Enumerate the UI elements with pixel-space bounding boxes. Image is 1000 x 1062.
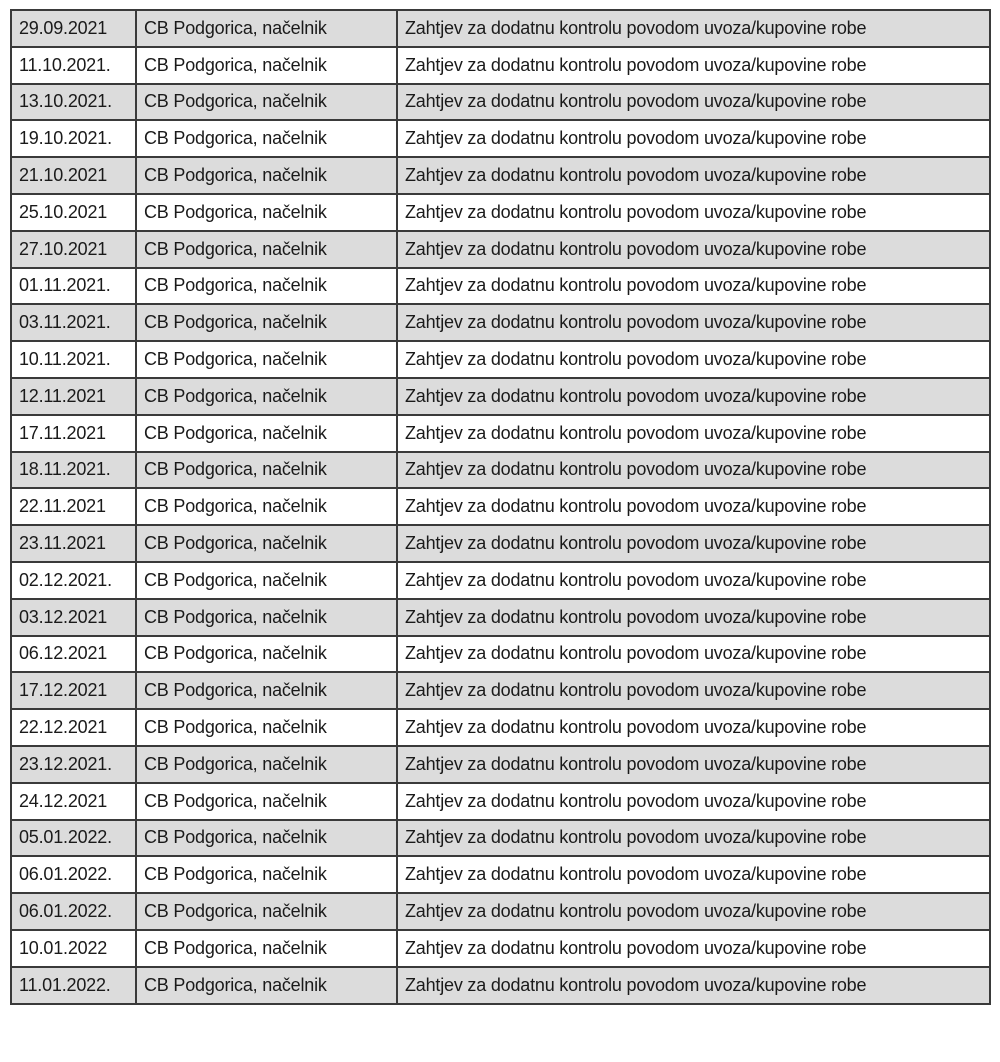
table-row (11, 856, 990, 893)
subject-cell: Zahtjev za dodatnu kontrolu povodom uvoza/kupovine robe (397, 157, 990, 194)
sender-cell: CB Podgorica, načelnik (136, 820, 397, 857)
date-cell: 10.11.2021. (11, 341, 136, 378)
sender-cell: CB Podgorica, načelnik (136, 452, 397, 489)
subject-cell: Zahtjev za dodatnu kontrolu povodom uvoza/kupovine robe (397, 194, 990, 231)
date-cell: 10.01.2022 (11, 930, 136, 967)
subject-cell: Zahtjev za dodatnu kontrolu povodom uvoza/kupovine robe (397, 525, 990, 562)
subject-cell: Zahtjev za dodatnu kontrolu povodom uvoza/kupovine robe (397, 709, 990, 746)
table-row (11, 525, 990, 562)
subject-cell: Zahtjev za dodatnu kontrolu povodom uvoza/kupovine robe (397, 672, 990, 709)
sender-cell: CB Podgorica, načelnik (136, 856, 397, 893)
sender-cell: CB Podgorica, načelnik (136, 415, 397, 452)
subject-cell: Zahtjev za dodatnu kontrolu povodom uvoza/kupovine robe (397, 746, 990, 783)
date-cell: 23.12.2021. (11, 746, 136, 783)
date-cell: 21.10.2021 (11, 157, 136, 194)
sender-cell: CB Podgorica, načelnik (136, 636, 397, 673)
subject-cell: Zahtjev za dodatnu kontrolu povodom uvoza/kupovine robe (397, 856, 990, 893)
date-cell: 11.01.2022. (11, 967, 136, 1004)
date-cell: 06.01.2022. (11, 856, 136, 893)
table-row (11, 930, 990, 967)
date-cell: 02.12.2021. (11, 562, 136, 599)
table-row (11, 452, 990, 489)
sender-cell: CB Podgorica, načelnik (136, 268, 397, 305)
subject-cell: Zahtjev za dodatnu kontrolu povodom uvoza/kupovine robe (397, 488, 990, 525)
sender-cell: CB Podgorica, načelnik (136, 672, 397, 709)
date-cell: 06.12.2021 (11, 636, 136, 673)
subject-cell: Zahtjev za dodatnu kontrolu povodom uvoza/kupovine robe (397, 304, 990, 341)
subject-cell: Zahtjev za dodatnu kontrolu povodom uvoza/kupovine robe (397, 783, 990, 820)
table-row (11, 415, 990, 452)
subject-cell: Zahtjev za dodatnu kontrolu povodom uvoza/kupovine robe (397, 231, 990, 268)
table-row (11, 672, 990, 709)
sender-cell: CB Podgorica, načelnik (136, 10, 397, 47)
date-cell: 05.01.2022. (11, 820, 136, 857)
sender-cell: CB Podgorica, načelnik (136, 562, 397, 599)
sender-cell: CB Podgorica, načelnik (136, 893, 397, 930)
date-cell: 12.11.2021 (11, 378, 136, 415)
date-cell: 23.11.2021 (11, 525, 136, 562)
correspondence-table (10, 9, 991, 1005)
sender-cell: CB Podgorica, načelnik (136, 709, 397, 746)
date-cell: 22.11.2021 (11, 488, 136, 525)
sender-cell: CB Podgorica, načelnik (136, 783, 397, 820)
table-row (11, 341, 990, 378)
date-cell: 03.11.2021. (11, 304, 136, 341)
subject-cell: Zahtjev za dodatnu kontrolu povodom uvoza/kupovine robe (397, 967, 990, 1004)
sender-cell: CB Podgorica, načelnik (136, 967, 397, 1004)
date-cell: 03.12.2021 (11, 599, 136, 636)
table-row (11, 893, 990, 930)
table-row (11, 231, 990, 268)
subject-cell: Zahtjev za dodatnu kontrolu povodom uvoza/kupovine robe (397, 415, 990, 452)
sender-cell: CB Podgorica, načelnik (136, 231, 397, 268)
sender-cell: CB Podgorica, načelnik (136, 157, 397, 194)
date-cell: 19.10.2021. (11, 120, 136, 157)
sender-cell: CB Podgorica, načelnik (136, 120, 397, 157)
date-cell: 29.09.2021 (11, 10, 136, 47)
date-cell: 27.10.2021 (11, 231, 136, 268)
date-cell: 17.11.2021 (11, 415, 136, 452)
subject-cell: Zahtjev za dodatnu kontrolu povodom uvoza/kupovine robe (397, 268, 990, 305)
subject-cell: Zahtjev za dodatnu kontrolu povodom uvoza/kupovine robe (397, 452, 990, 489)
sender-cell: CB Podgorica, načelnik (136, 746, 397, 783)
sender-cell: CB Podgorica, načelnik (136, 599, 397, 636)
subject-cell: Zahtjev za dodatnu kontrolu povodom uvoza/kupovine robe (397, 820, 990, 857)
date-cell: 06.01.2022. (11, 893, 136, 930)
table-row (11, 157, 990, 194)
table-row (11, 562, 990, 599)
date-cell: 13.10.2021. (11, 84, 136, 121)
sender-cell: CB Podgorica, načelnik (136, 930, 397, 967)
table-row (11, 268, 990, 305)
table-row (11, 120, 990, 157)
sender-cell: CB Podgorica, načelnik (136, 84, 397, 121)
sender-cell: CB Podgorica, načelnik (136, 194, 397, 231)
subject-cell: Zahtjev za dodatnu kontrolu povodom uvoza/kupovine robe (397, 10, 990, 47)
table-row (11, 84, 990, 121)
date-cell: 22.12.2021 (11, 709, 136, 746)
date-cell: 25.10.2021 (11, 194, 136, 231)
table-row (11, 967, 990, 1004)
table-row (11, 304, 990, 341)
subject-cell: Zahtjev za dodatnu kontrolu povodom uvoza/kupovine robe (397, 120, 990, 157)
table-row (11, 488, 990, 525)
table-row (11, 378, 990, 415)
subject-cell: Zahtjev za dodatnu kontrolu povodom uvoza/kupovine robe (397, 893, 990, 930)
table-row (11, 709, 990, 746)
date-cell: 18.11.2021. (11, 452, 136, 489)
subject-cell: Zahtjev za dodatnu kontrolu povodom uvoza/kupovine robe (397, 930, 990, 967)
sender-cell: CB Podgorica, načelnik (136, 47, 397, 84)
table-row (11, 599, 990, 636)
sender-cell: CB Podgorica, načelnik (136, 525, 397, 562)
subject-cell: Zahtjev za dodatnu kontrolu povodom uvoza/kupovine robe (397, 341, 990, 378)
subject-cell: Zahtjev za dodatnu kontrolu povodom uvoza/kupovine robe (397, 562, 990, 599)
date-cell: 17.12.2021 (11, 672, 136, 709)
table-row (11, 783, 990, 820)
date-cell: 24.12.2021 (11, 783, 136, 820)
table-body (11, 10, 990, 1004)
table-row (11, 10, 990, 47)
subject-cell: Zahtjev za dodatnu kontrolu povodom uvoza/kupovine robe (397, 84, 990, 121)
table-row (11, 194, 990, 231)
subject-cell: Zahtjev za dodatnu kontrolu povodom uvoza/kupovine robe (397, 599, 990, 636)
table-row (11, 636, 990, 673)
date-cell: 01.11.2021. (11, 268, 136, 305)
subject-cell: Zahtjev za dodatnu kontrolu povodom uvoza/kupovine robe (397, 47, 990, 84)
sender-cell: CB Podgorica, načelnik (136, 378, 397, 415)
subject-cell: Zahtjev za dodatnu kontrolu povodom uvoza/kupovine robe (397, 378, 990, 415)
sender-cell: CB Podgorica, načelnik (136, 341, 397, 378)
table-row (11, 746, 990, 783)
table-row (11, 47, 990, 84)
table-row (11, 820, 990, 857)
sender-cell: CB Podgorica, načelnik (136, 488, 397, 525)
sender-cell: CB Podgorica, načelnik (136, 304, 397, 341)
subject-cell: Zahtjev za dodatnu kontrolu povodom uvoza/kupovine robe (397, 636, 990, 673)
date-cell: 11.10.2021. (11, 47, 136, 84)
